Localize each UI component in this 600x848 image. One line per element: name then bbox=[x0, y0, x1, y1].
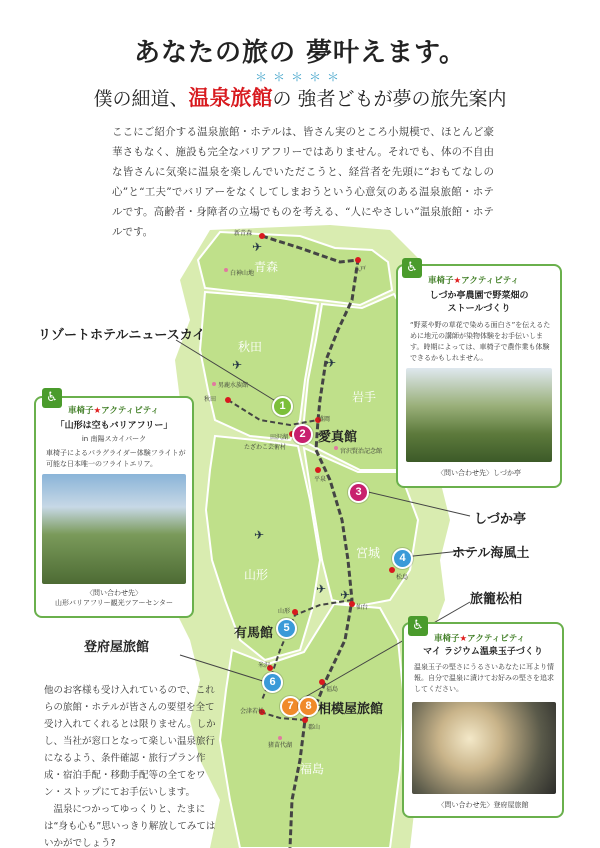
activity-box-contact: 〈問い合わせ先〉しづか亭 bbox=[437, 469, 521, 477]
town-label: 平泉 bbox=[314, 476, 327, 483]
activity-box-head: 車椅子★アクティビティ bbox=[68, 406, 160, 416]
activity-box-body: 車椅子によるパラグライダー体験フライトが可能な日本唯一のフライトエリア。 bbox=[46, 449, 186, 468]
pref-fukushima: 福島 bbox=[300, 762, 325, 776]
hotel-marker-2[interactable]: 2 bbox=[292, 424, 313, 445]
town-label: 福島 bbox=[326, 686, 339, 693]
town-label: 山形 bbox=[278, 608, 291, 615]
hotel-marker-4[interactable]: 4 bbox=[392, 548, 413, 569]
activity-box-contact: 〈問い合わせ先〉 山形バリアフリー観光ツアーセンター bbox=[54, 589, 174, 607]
hotel-label-5[interactable]: 有馬館 bbox=[234, 626, 274, 641]
vegetable-field-photo bbox=[406, 368, 552, 462]
town-label: 松島 bbox=[396, 574, 409, 581]
hotel-marker-7[interactable]: 7 bbox=[280, 696, 301, 717]
town-label: 郡山 bbox=[308, 724, 321, 731]
town-label: 盛岡 bbox=[318, 416, 331, 423]
headline: あなたの旅の 夢叶えます。 bbox=[134, 38, 466, 68]
activity-box-head: 車椅子★アクティビティ bbox=[428, 276, 520, 286]
hotel-marker-3[interactable]: 3 bbox=[348, 482, 369, 503]
intro-paragraph: ここにご紹介する温泉旅館・ホテルは、皆さん実のところ小規模で、ほとんど豪華さもなく、施設も完全なバリアフリーではありません。それでも、体の不自由な皆さんに気楽に温泉を楽しんでいただこうと、経営者を先頭に“おもてなしの心”と“工夫”でバリアーをなくしてしまおうという心意気のある温泉旅館・ホテルです。高齢者・身障者の立場でものを考える、“人にやさしい”温泉旅館・ホテルです。 bbox=[112, 126, 494, 238]
hotel-marker-1[interactable]: 1 bbox=[272, 396, 293, 417]
hotel-label-6[interactable]: 登府屋旅館 bbox=[84, 640, 150, 655]
decorative-stars: ＊＊＊＊＊ bbox=[254, 70, 345, 84]
activity-box-title: 「山形は空もバリアフリー」 bbox=[55, 421, 173, 431]
activity-box-shizukatei bbox=[396, 260, 562, 488]
activity-box-title: しづか亭農園で野菜畑の ストールづくり bbox=[429, 291, 529, 314]
wheelchair-icon: ♿ bbox=[408, 616, 428, 636]
activity-box-body: “野菜や野の草花で染める面白さ”を伝えるために地元の講師が染物体験をお手伝いします。時期によっては、車椅子で農作業も体験できるかもしれません。 bbox=[410, 321, 551, 362]
town-label: 会津若松 bbox=[240, 708, 265, 715]
airplane-icon: ✈ bbox=[326, 356, 337, 370]
town-label: 米沢 bbox=[258, 662, 271, 669]
pref-yamagata: 山形 bbox=[244, 568, 269, 582]
town-label: 新青森 bbox=[234, 230, 253, 237]
town-label: 猪苗代湖 bbox=[268, 742, 293, 749]
town-label: 田沢湖 bbox=[270, 434, 289, 441]
activity-box-body: 温泉玉子の堅さにうるさいあなたに耳より情報。自分で温泉に漬けてお好みの堅さを追求してください。 bbox=[414, 663, 554, 693]
town-label: 白神山地 bbox=[230, 270, 255, 277]
hotel-label-4[interactable]: ホテル海風土 bbox=[452, 546, 530, 561]
hotel-marker-6[interactable]: 6 bbox=[262, 672, 283, 693]
town-label: 仙台 bbox=[356, 604, 369, 611]
pref-akita: 秋田 bbox=[238, 340, 263, 354]
activity-box-yamagata bbox=[34, 390, 194, 618]
hotel-label-1[interactable]: リゾートホテルニュースカイ bbox=[38, 328, 206, 343]
town-label: たざわこ芸術村 bbox=[244, 444, 287, 451]
town-label: 八戸 bbox=[354, 266, 367, 273]
closing-text: 他のお客様も受け入れているので、これらの旅館・ホテルが皆さんの要望を全て受け入れてくれるとは限りません。しかし、当社が窓口となって楽しい温泉旅行になるよう、条件確認・旅行プラン作成・宿泊手配・移動手配等の全てをワン・ストップにてお手伝いします。 温泉につかってゆっくりと、たまには“身も心も”思いっきり解放してみてはいかがでしょう? bbox=[44, 685, 216, 848]
subtitle-highlight: 温泉旅館 bbox=[188, 85, 273, 110]
onsen-egg-photo bbox=[412, 702, 556, 794]
hotel-marker-5[interactable]: 5 bbox=[276, 618, 297, 639]
subtitle bbox=[0, 82, 600, 112]
town-label: 男鹿水族館 bbox=[218, 382, 249, 389]
airplane-icon: ✈ bbox=[254, 528, 265, 542]
hotel-marker-8[interactable]: 8 bbox=[298, 696, 319, 717]
town-label: 秋田 bbox=[204, 396, 217, 403]
activity-box-sub: in 南陽スカイパーク bbox=[81, 435, 147, 443]
pref-aomori: 青森 bbox=[254, 260, 279, 274]
wheelchair-icon: ♿ bbox=[402, 258, 422, 278]
airplane-icon: ✈ bbox=[316, 582, 327, 596]
airplane-icon: ✈ bbox=[232, 358, 243, 372]
airplane-icon: ✈ bbox=[252, 240, 263, 254]
subtitle-pre: 僕の細道、 bbox=[93, 88, 189, 110]
activity-box-title: マイ ラジウム温泉玉子づくり bbox=[423, 647, 543, 657]
hotel-label-8[interactable]: 相模屋旅館 bbox=[318, 702, 384, 717]
town-label: 宮沢賢治記念館 bbox=[340, 448, 383, 455]
airplane-icon: ✈ bbox=[340, 588, 351, 602]
hotel-label-2[interactable]: 愛真館 bbox=[318, 430, 358, 445]
wheelchair-icon: ♿ bbox=[42, 388, 62, 408]
activity-box-tofuya bbox=[402, 618, 564, 818]
hotel-label-3[interactable]: しづか亭 bbox=[474, 512, 527, 527]
pref-iwate: 岩手 bbox=[352, 390, 377, 404]
hotel-label-7[interactable]: 旅籠松柏 bbox=[470, 592, 523, 607]
pref-miyagi: 宮城 bbox=[356, 546, 381, 560]
paraglider-photo bbox=[42, 474, 186, 584]
activity-box-contact: 〈問い合わせ先〉登府屋旅館 bbox=[437, 801, 529, 809]
subtitle-post: の 強者どもが夢の旅先案内 bbox=[272, 88, 507, 110]
activity-box-head: 車椅子★アクティビティ bbox=[434, 634, 526, 644]
